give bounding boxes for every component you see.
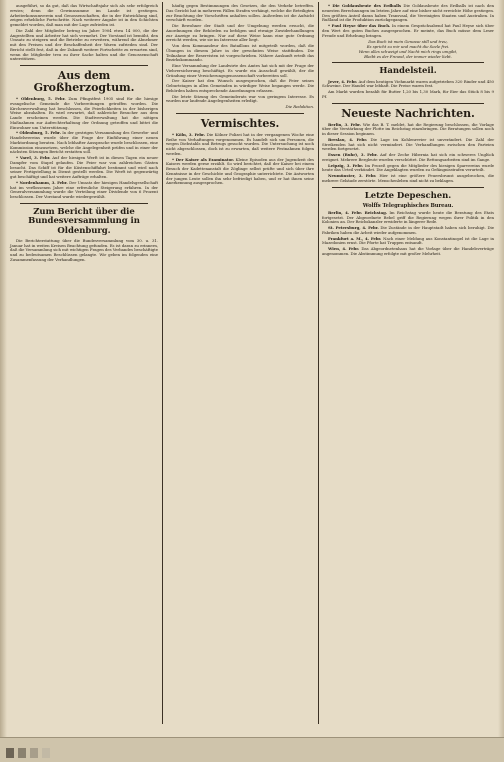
article-text: Nach einer Meldung aus Konstantinopel ist die Lage in Mazedonien ernst. Die Pforte hat Truppen entsandt.: [322, 235, 494, 246]
article-dateline: * Der Kaiser als Examinator.: [172, 156, 235, 162]
article: [322, 90, 494, 100]
article-dateline: * Nordenhamm, 3. Febr.: [16, 179, 68, 185]
section-heading: Handelsteil.: [379, 66, 437, 77]
divider: [20, 65, 148, 66]
article: [10, 97, 158, 130]
section-heading: Letzte Depeschen.: [364, 190, 452, 201]
poem-line: Das Buch ist mein Genosse still und treu,: [368, 39, 448, 45]
article-text: Im Prozeß gegen die Mitglieder des hiesigen Sparvereins wurde heute das Urteil verkündet. Die Angeklagten wurden zu Gefängnisstrafen verurteilt.: [322, 162, 495, 173]
column-2: [166, 4, 314, 187]
article: [166, 133, 314, 157]
divider: [20, 203, 148, 204]
article-text: Am Markt wurden bezahlt für Butter 1,20 bis 1,30 Mark, für Eier das Stück 8 bis 9 Pf.: [322, 89, 494, 99]
paragraph: Von dem Kommandeur des Bataillons ist mitgeteilt worden, daß die Übungen in diesem Jahre in der gewohnten Weise stattfinden. Die Teilnahme der Reservisten ist vorgeschrieben. Nähere Auskunft erteilt das Bezirkskommando.: [166, 43, 314, 63]
article-text: Die Kölner Polizei hat in der vergangenen Woche eine Reihe von Verhaftungen vorgenommen. Es handelt sich um Personen, die wegen Diebstahls und Betrugs gesucht wurden. Die Untersuchung ist noch nicht abgeschlossen, doch ist zu erwarten, daß weitere Festnahmen folgen werden.: [166, 131, 315, 156]
article: [322, 247, 494, 257]
paragraph: ausgeführt, so da gut, daß das Wirtschaftsjahr sich als sehr erfolgreich erwies; denn die Gewinnsumme im Lande ist gestiegen. Arbeiterkonsumverein und Genossenschaften, die in der Entwicklung sind, zeigen erhebliche Fortschritte. Nach weiterer Angabe ist in den Schichten gemeldet worden, daß man mit der Lage zufrieden ist.: [10, 3, 158, 27]
article-dateline: Berlin, 4. Febr. Reichstag.: [328, 209, 388, 215]
column-1: [10, 4, 158, 264]
article-text: Die Goldausbeute des Erdballs ist nach den neuesten Berechnungen im letzten Jahre auf eine bisher nicht erreichte Höhe gestiegen. Den größten Anteil daran haben Transvaal, die Vereinigten Staaten und Australien. In Rußland ist die Produktion zurückgegangen.: [322, 3, 494, 23]
article-text: Die Berichterstattung über die Bundesversammlung vom 30. u. 31. Januar hat in weiten Kreisen Beachtung gefunden. Es ist daran zu erinnern, daß die Versammlung sich mit wichtigen Fragen des Verbandes beschäftigte und zu bedeutsamen Beschlüssen gelangte. Wir geben im folgenden eine Zusammenfassung der Verhandlungen.: [10, 237, 158, 262]
signature: Die Redaktion.: [285, 104, 314, 109]
section-heading: Neueste Nachrichten.: [341, 106, 475, 120]
column-rule: [318, 2, 319, 724]
article: [322, 164, 494, 174]
article-dateline: St. Petersburg, 4. Febr.: [328, 225, 379, 231]
article-dateline: * Varel, 3. Febr.: [16, 155, 51, 161]
article-dateline: Leipzig, 3. Febr.: [328, 162, 364, 168]
column-rule: [162, 2, 163, 724]
article-text: Auf der hiesigen Werft ist in diesen Tagen ein neuer Dampfer vom Stapel gelaufen. Die Feier war von zahlreichen Gästen besucht. Das Schiff ist für die Küstenschiffahrt bestimmt und wird nach seiner Fertigstellung in Dienst gestellt werden. Die Werft ist gegenwärtig gut beschäftigt und hat weitere Aufträge erhalten.: [10, 155, 159, 180]
section-heading: Vermischtes.: [200, 116, 280, 130]
article-dateline: Frankfurt a. M., 4. Febr.: [328, 235, 382, 241]
article-text: Die Lage im Kohlenrevier ist unverändert. Die Zahl der Streikenden hat sich nicht vermindert. Die Verhandlungen zwischen den Parteien werden fortgesetzt.: [322, 136, 495, 152]
paragraph: Die letzte Sitzung des Gemeinderats war von geringem Interesse. Es wurden nur laufende Angelegenheiten erledigt.: [166, 93, 314, 104]
article-text: In der gestrigen Versammlung des Gewerbe- und Handelsvereins wurde über die Frage der Einführung einer neuen Marktordnung beraten. Nach lebhafter Aussprache wurde beschlossen, eine Kommission einzusetzen, welche die Angelegenheit prüfen und in einer der nächsten Sitzungen Bericht erstatten soll.: [10, 130, 158, 155]
article: [322, 174, 494, 184]
article: [322, 123, 494, 137]
article-dateline: Breslau, 4. Febr.: [328, 136, 368, 142]
article: [10, 131, 158, 155]
article-text: Der Umsatz der hiesigen Handelsgesellschaft hat im verflossenen Jahre eine erfreuliche Steigerung erfahren. In der Generalversammlung wurde die Verteilung einer Dividende von 6 Prozent beschlossen. Der Vorstand wurde wiedergewählt.: [10, 179, 159, 200]
article-text: Das Abgeordnetenhaus hat die Vorlage über die Handelsverträge angenommen. Die Abstimmung erfolgte mit großer Mehrheit.: [322, 246, 494, 256]
article-text: Hier ist eine größere Feuersbrunst ausgebrochen, die mehrere Gebäude zerstörte. Menschenleben sind nicht zu beklagen.: [322, 173, 494, 183]
calibration-mark: [6, 748, 14, 758]
article-text: Auf der Zeche Hibernia hat sich ein schweres Unglück ereignet. Mehrere Bergleute wurden verschüttet. Die Rettungsarbeiten sind im Gange.: [322, 152, 494, 162]
article-dateline: * Köln, 3. Febr.: [172, 131, 206, 137]
article: [322, 138, 494, 152]
scan-calibration-strip: [0, 737, 504, 762]
article: [322, 237, 494, 247]
article-dateline: Wien, 4. Febr.: [328, 246, 360, 252]
section-subheading: Wolffs Telegraphisches Bureau.: [362, 203, 454, 210]
article-dateline: Neumünster, 3. Febr.: [328, 173, 377, 179]
article: [10, 156, 158, 180]
article-dateline: * Paul Heyse über das Buch.: [328, 23, 391, 28]
paragraph: Der Kaiser hat den Wunsch ausgesprochen, daß die Feier seines Geburtstages in allen Gemeinden in würdiger Weise begangen werde. Die Behörden haben entsprechende Anordnungen erlassen.: [166, 78, 314, 93]
article-text: Kleine Episoden aus der Jugendzeit des Kaisers werden gerne erzählt. So wird berichtet, daß der Kaiser bei einem Besuch der Kadettenanstalt die Zöglinge selbst prüfte und sich über ihre Kenntnisse in der Geschichte und Geographie unterrichtete. Die Antworten der jungen Leute sollen ihn sehr befriedigt haben, und er hat ihnen seine Anerkennung ausgesprochen.: [166, 156, 314, 186]
section-heading: Aus dem Großherzogtum.: [33, 69, 135, 95]
article-text: Die Zustände in der Hauptstadt haben sich beruhigt. Die Fabriken haben die Arbeit wieder aufgenommen.: [322, 225, 494, 235]
poem-line: Wenn alles schweigt und Nacht mich rings umgibt,: [358, 48, 458, 54]
article-text: In einem Gesprächsabend hat Paul Heyse sich über den Wert des guten Buches ausgesprochen. Er meinte, das Buch müsse dem Leser Freude und Erhebung bringen.: [322, 23, 495, 38]
article-text: Im Reichstag wurde heute die Beratung des Etats fortgesetzt. Der Abgeordnete Bebel griff die Regierung wegen ihrer Politik in den Kolonien an. Der Reichskanzler erwiderte in längerer Rede.: [322, 209, 494, 225]
article-text: Auf dem heutigen Viehmarkt waren aufgetrieben 320 Rinder und 450 Schweine. Der Handel war lebhaft. Die Preise waren fest.: [322, 78, 494, 89]
poem-line: Bleibt es der Freund, der immer wieder liebt.: [364, 53, 452, 59]
article: [322, 4, 494, 23]
article-dateline: Jever, 4. Febr.: [328, 78, 358, 84]
article: [322, 153, 494, 163]
poem-line: Es spricht zu mir und macht die Seele frei.: [366, 44, 450, 49]
article: [322, 226, 494, 236]
article-dateline: Berlin, 3. Febr.: [328, 121, 361, 127]
article: [10, 181, 158, 200]
paragraph: häufig gegen Bestimmungen des Gesetzes, die den Verkehr betreffen. Das Gericht hat in mehreren Fällen Strafen verhängt, welche die Beteiligten zur Beachtung der Vorschriften anhalten sollen. Außerdem ist die Aufsicht verschärft worden.: [166, 3, 314, 23]
article-text: Wie das B. T. meldet, hat die Regierung beschlossen, die Vorlage über die Verstärkung der Flotte im Reichstag einzubringen. Die Beratungen sollen noch in dieser Session beginnen.: [322, 121, 494, 137]
calibration-mark: [42, 748, 50, 758]
article-dateline: * Oldenburg, 5. Febr.: [16, 130, 61, 136]
divider: [332, 62, 484, 63]
poem: [322, 40, 494, 59]
article-text: Zum Pfingstfest 1905 sind für die hiesige evangelische Gemeinde die Vorbereitungen getroffen worden. Die Kirchenverwaltung hat beschlossen, die Feierlichkeiten in der bisherigen Weise abzuhalten. Es wird erwartet, daß zahlreiche Besucher aus dem Lande erscheinen werden. Die Stadtverwaltung hat die nötigen Maßnahmen zur Aufrechterhaltung der Ordnung getroffen und bittet die Einwohner um Unterstützung.: [10, 96, 159, 130]
article-dateline: Essen (Ruhr), 3. Febr.: [328, 152, 378, 158]
binding-gutter: [0, 0, 7, 762]
paragraph: Die Zahl der Mitglieder betrug im Jahre 1904 etwa 14 000, die der Angestellten und Arbeiter hat sich vermehrt. Der Vorstand ist bemüht, den Umsatz zu steigern und die Betriebe zu erweitern, während die Abnehmer mit den Preisen und der Beschaffenheit der Waren zufrieden sind. Der Bericht stellt fest, daß in der Zukunft weitere Fortschritte zu erwarten sind, wenn die Mitglieder treu zu ihrer Sache halten und die Genossenschaft unterstützen.: [10, 27, 158, 62]
divider: [176, 113, 304, 114]
article: [322, 211, 494, 225]
calibration-mark: [30, 748, 38, 758]
section-heading: Zum Bericht über die Bundesversammlung in Oldenburg.: [28, 206, 140, 236]
article: [10, 239, 158, 263]
paragraph: Die Bewohner der Stadt und der Umgebung werden ersucht, die Anordnungen der Behörden zu befolgen und etwaige Zuwiderhandlungen zur Anzeige zu bringen. Nur auf diese Weise kann eine gute Ordnung erreicht werden, wie sie im Interesse aller liegt.: [166, 23, 314, 43]
article: [322, 80, 494, 90]
article-dateline: * Die Goldausbeute des Erdballs: [328, 3, 402, 8]
article-dateline: * Oldenburg, 5. Febr.: [16, 96, 66, 102]
column-3: [322, 4, 494, 258]
article: [322, 24, 494, 38]
divider: [332, 187, 484, 188]
article: [166, 158, 314, 187]
page-edge: [498, 0, 504, 762]
paragraph: Eine Versammlung der Landwirte des Amtes hat sich mit der Frage der Viehversicherung beschäftigt. Es wurde ein Ausschuß gewählt, der die Gründung einer Versicherungsgenossenschaft vorbereiten soll.: [166, 63, 314, 78]
calibration-mark: [18, 748, 26, 758]
divider: [332, 103, 484, 104]
